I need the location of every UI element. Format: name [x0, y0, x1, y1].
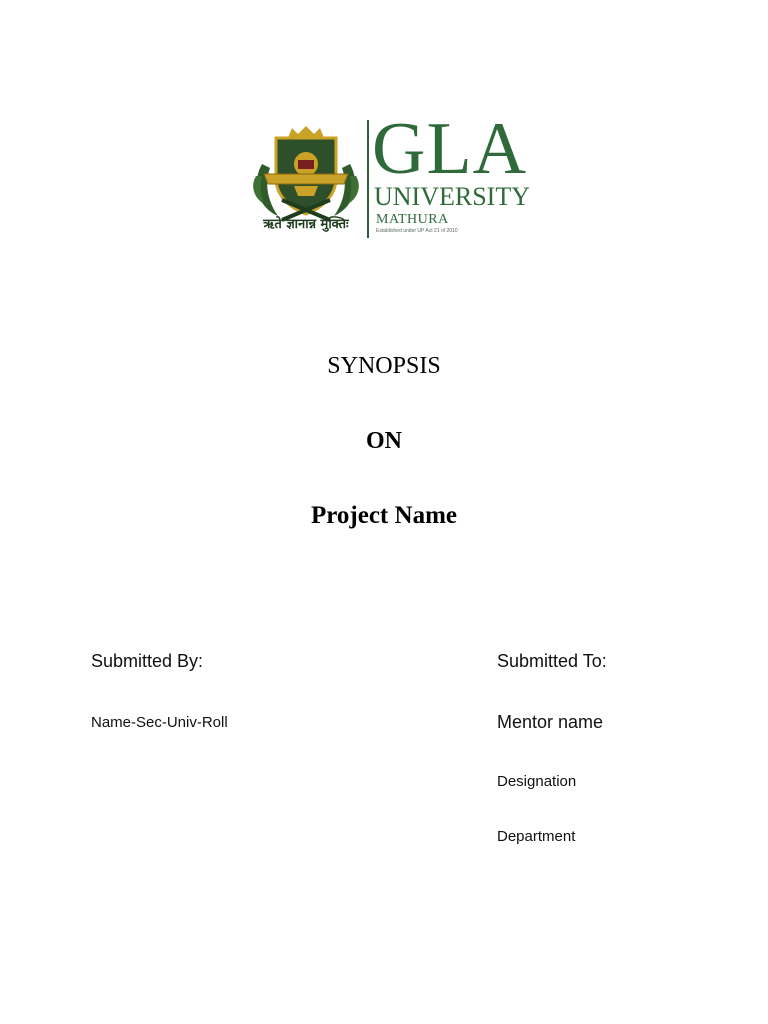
document-subtitle-on: ON [366, 428, 402, 454]
logo-established-text: Established under UP Act 21 of 2010 [376, 228, 458, 234]
logo-divider [367, 120, 369, 238]
mentor-department-text: Department [497, 828, 576, 845]
crest-motto-text: ऋते ज्ञानान्न मुक्तिः [263, 217, 349, 232]
submitted-to-label: Submitted To: [497, 651, 607, 671]
submitted-by-label: Submitted By: [91, 651, 204, 671]
mentor-name-text: Mentor name [497, 712, 604, 732]
project-name-title: Project Name [311, 502, 457, 529]
university-logo [248, 108, 530, 242]
document-title: SYNOPSIS [327, 353, 441, 379]
student-name-text: Name-Sec-Univ-Roll [91, 714, 228, 731]
logo-city-text: MATHURA [376, 212, 449, 227]
logo-university-text: UNIVERSITY [374, 182, 530, 211]
logo-wordmark: GLA [372, 108, 528, 190]
mentor-designation-text: Designation [497, 773, 577, 790]
